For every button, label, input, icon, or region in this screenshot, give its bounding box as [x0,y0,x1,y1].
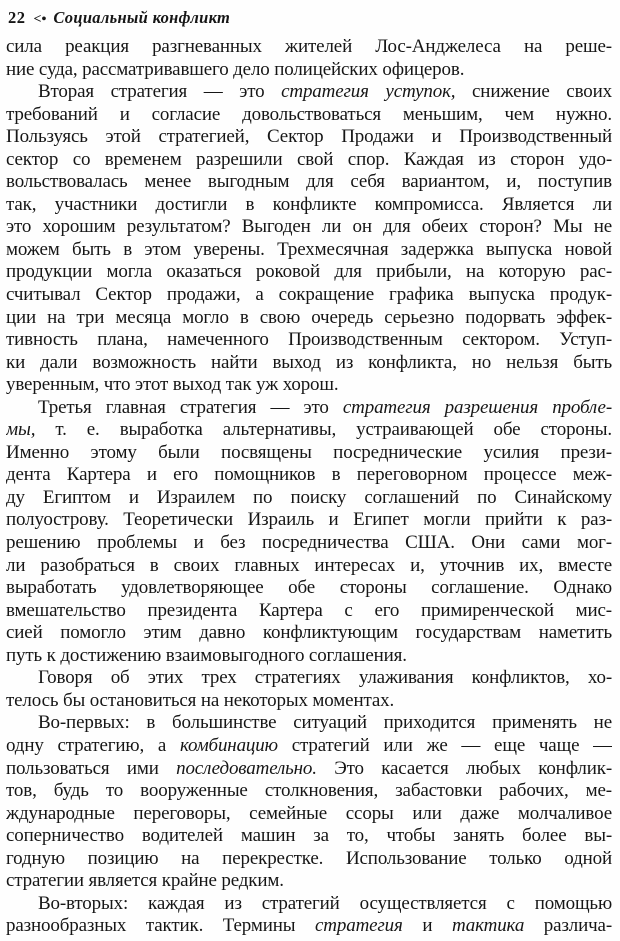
italic-text-segment: тактика [452,915,525,937]
text-line [6,374,612,397]
text-segment: дента Картера и его помощников в переговорном процессе меж- [6,464,612,486]
text-segment: Именно этому были посвящены посреднические усилия прези- [6,441,612,463]
text-segment: вмешательство президента Картера с его примиренческой мис- [6,599,612,621]
text-line [6,261,612,284]
text-segment: продукции могла оказаться роковой для прибыли, на которую рас- [6,261,612,283]
text-line [6,419,612,442]
text-segment: соперничество водителей машин за то, чтобы занять более вы- [6,825,612,847]
text-segment: ции на три месяца могло в свою очередь серьезно подорвать эффек- [6,306,612,328]
text-segment: ние суда, рассматривавшего дело полицейских офицеров. [6,58,465,80]
text-line [6,59,612,82]
text-line [6,194,612,217]
text-line [6,735,612,758]
text-line [6,915,612,938]
text-line [6,352,612,375]
text-line [6,758,612,781]
text-segment: уверенным, что этот выход так уж хорош. [6,374,339,396]
text-body [6,36,612,938]
italic-text-segment: стратегия разрешения пробле- [342,396,612,418]
text-segment: тивность плана, намеченного Производственным сектором. Уступ- [6,329,612,351]
text-line [6,239,612,262]
text-line [6,712,612,735]
text-line [6,600,612,623]
text-line [6,81,612,104]
text-segment: путь к достижению взаимовыгодного соглашения. [6,644,407,666]
text-segment: т. е. выработка альтернативы, устраивающей обе стороны. [35,419,612,441]
text-segment: пользоваться ими [6,757,177,779]
text-segment: Пользуясь этой стратегией, Сектор Продажи и Производственный [6,126,612,148]
text-line [6,104,612,127]
text-segment: ждународные переговоры, семейные ссоры или даже молчаливое [6,802,612,824]
italic-text-segment: последовательно. [176,757,317,779]
text-segment: годную позицию на перекрестке. Использование только одной [6,847,612,869]
text-segment: сектор со временем разрешили свой спор. Каждая из сторон удо- [6,148,612,170]
text-segment: сила реакция разгневанных жителей Лос-Анджелеса на реше- [6,36,612,57]
text-line [6,848,612,871]
text-line [6,329,612,352]
text-segment: можем быть в этом уверены. Трехмесячная задержка выпуска новой [6,238,612,260]
text-segment: Во-вторых: каждая из стратегий осуществляется с помощью [38,892,612,914]
italic-text-segment: стратегия уступок, [281,81,456,103]
text-segment: стратегии является крайне редким. [6,870,284,892]
text-line [6,870,612,893]
text-segment: требований и согласие довольствоваться меньшим, чем нужно. [6,103,612,125]
running-title: Социальный конфликт [53,8,231,27]
text-segment: Вторая стратегия — это [38,81,282,103]
italic-text-segment: мы, [6,419,36,441]
italic-text-segment: стратегия [315,915,403,937]
text-line [6,667,612,690]
text-segment: телось бы остановиться на некоторых моментах. [6,689,395,711]
text-segment: одну стратегию, а [6,734,180,756]
text-line [6,171,612,194]
text-line [6,284,612,307]
header-ornament-icon: <• [33,12,47,27]
text-segment: Это касается любых конфлик- [316,757,612,779]
text-segment: снижение своих [455,81,612,103]
text-segment: сией помогло этим давно конфликтующим государствам наметить [6,622,612,644]
text-segment: разнообразных тактик. Термины [6,915,316,937]
text-line [6,577,612,600]
text-line [6,645,612,668]
text-line [6,803,612,826]
text-segment: Говоря об этих трех стратегиях улаживания конфликтов, хо- [38,667,612,689]
text-line [6,893,612,916]
text-line [6,36,612,59]
text-line [6,216,612,239]
text-line [6,509,612,532]
text-segment: ду Египтом и Израилем по поиску соглашений по Синайскому [6,486,612,508]
text-line [6,555,612,578]
text-segment: вольствовалась менее выгодным для себя вариантом, и, поступив [6,171,612,193]
text-segment: так, участники достигли в конфликте компромисса. Является ли [6,193,612,215]
text-line [6,690,612,713]
text-segment: считывал Сектор продажи, а сокращение графика выпуска продук- [6,284,612,306]
text-line [6,442,612,465]
text-segment: Третья главная стратегия — это [38,396,343,418]
text-line [6,126,612,149]
text-segment: решению проблемы и без посредничества США. Они сами мог- [6,532,612,554]
text-segment: это хорошим результатом? Выгоден ли он для обеих сторон? Мы не [6,216,612,238]
text-segment: выработать удовлетворяющее обе стороны соглашение. Однако [6,577,612,599]
text-segment: и [402,915,452,937]
running-header [6,7,612,28]
text-segment: ли разобраться в своих главных интересах и, уточнив их, вместе [6,554,612,576]
page-number: 22 [8,8,26,27]
text-segment: различа- [524,915,612,937]
text-line [6,622,612,645]
text-line [6,532,612,555]
text-line [6,780,612,803]
italic-text-segment: комбинацию [179,734,278,756]
text-segment: ки дали возможность найти выход из конфликта, но нельзя быть [6,351,612,373]
text-line [6,464,612,487]
text-segment: полуострову. Теоретически Израиль и Египет могли прийти к раз- [6,509,612,531]
text-line [6,397,612,420]
text-segment: Во-первых: в большинстве ситуаций приходится применять не [38,712,612,734]
text-line [6,149,612,172]
text-line [6,307,612,330]
text-segment: стратегий или же — еще чаще — [277,734,612,756]
text-segment: тов, будь то вооруженные столкновения, забастовки рабочих, ме- [6,780,612,802]
text-line [6,487,612,510]
text-line [6,825,612,848]
